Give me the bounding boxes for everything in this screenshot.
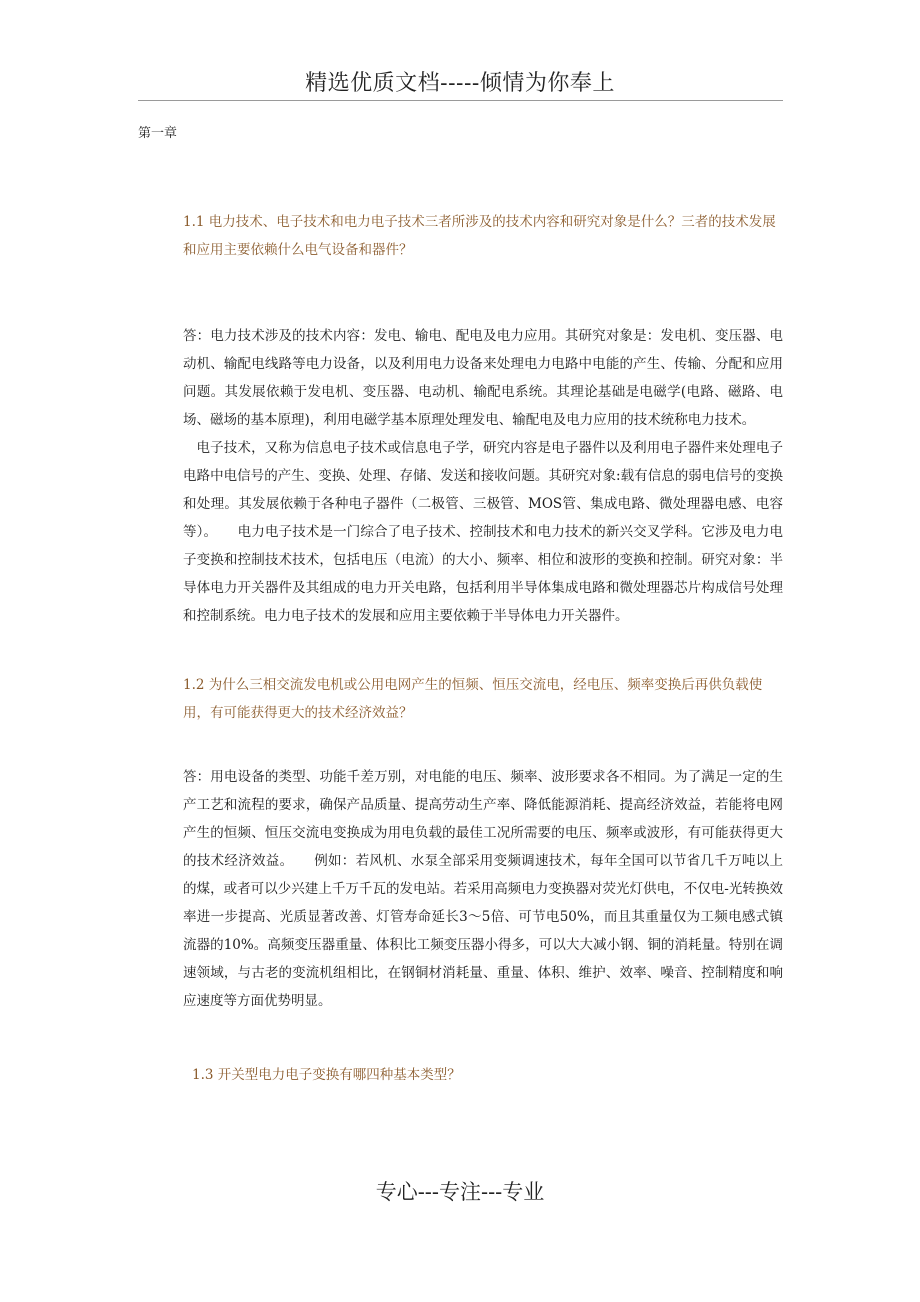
answer-1-1-paragraph-2: 电子技术，又称为信息电子技术或信息电子学，研究内容是电子器件以及利用电子器件来处理电子电路中电信号的产生、变换、处理、存储、发送和接收问题。其研究对象:载有信息的弱电信号的变换和处理。其发展依赖于各种电子器件（二极管、三极管、MOS管、集成电路、微处理器电感、电容等）。 电力电子技术是一门综合了电子技术、控制技术和电力技术的新兴交叉学科。它涉及电力电子变换和控制技术技术，包括电压（电流）的大小、频率、相位和波形的变换和控制。研究对象：半导体电力开关器件及其组成的电力开关电路，包括利用半导体集成电路和微处理器芯片构成信号处理和控制系统。电力电子技术的发展和应用主要依赖于半导体电力开关器件。 bbox=[183, 440, 783, 624]
answer-1-1 bbox=[183, 322, 783, 630]
page-footer: 专心---专注---专业 bbox=[375, 1180, 545, 1204]
answer-1-1-paragraph-1: 答：电力技术涉及的技术内容：发电、输电、配电及电力应用。其研究对象是：发电机、变压器、电动机、输配电线路等电力设备，以及利用电力设备来处理电力电路中电能的产生、传输、分配和应用问题。其发展依赖于发电机、变压器、电动机、输配电系统。其理论基础是电磁学(电路、磁路、电场、磁场的基本原理)，利用电磁学基本原理处理发电、输配电及电力应用的技术统称电力技术。 bbox=[183, 328, 783, 428]
chapter-heading: 第一章 bbox=[138, 126, 178, 141]
question-1-3: 1.3 开关型电力电子变换有哪四种基本类型？ bbox=[192, 1067, 461, 1083]
page-header-title: 精选优质文档-----倾情为你奉上 bbox=[305, 71, 615, 96]
answer-1-2-paragraph-1: 答：用电设备的类型、功能千差万别，对电能的电压、频率、波形要求各不相同。为了满足一定的生产工艺和流程的要求，确保产品质量、提高劳动生产率、降低能源消耗、提高经济效益，若能将电网产生的恒频、恒压交流电变换成为用电负载的最佳工况所需要的电压、频率或波形，有可能获得更大的技术经济效益。 例如：若风机、水泵全部采用变频调速技术，每年全国可以节省几千万吨以上的煤，或者可以少兴建上千万千瓦的发电站。若采用高频电力变换器对荧光灯供电，不仅电-光转换效率进一步提高、光质显著改善、灯管寿命延长3～5倍、可节电50%，而且其重量仅为工频电感式镇流器的10%。高频变压器重量、体积比工频变压器小得多，可以大大减小钢、铜的消耗量。特别在调速领域，与古老的变流机组相比，在钢铜材消耗量、重量、体积、维护、效率、噪音、控制精度和响应速度等方面优势明显。 bbox=[183, 769, 783, 1009]
question-1-1: 1.1 电力技术、电子技术和电力电子技术三者所涉及的技术内容和研究对象是什么？三者的技术发展和应用主要依赖什么电气设备和器件？ bbox=[183, 214, 776, 258]
header-divider bbox=[138, 100, 783, 101]
question-1-2: 1.2 为什么三相交流发电机或公用电网产生的恒频、恒压交流电，经电压、频率变换后再供负载使用，有可能获得更大的技术经济效益？ bbox=[183, 677, 763, 721]
answer-1-2 bbox=[183, 763, 783, 1015]
